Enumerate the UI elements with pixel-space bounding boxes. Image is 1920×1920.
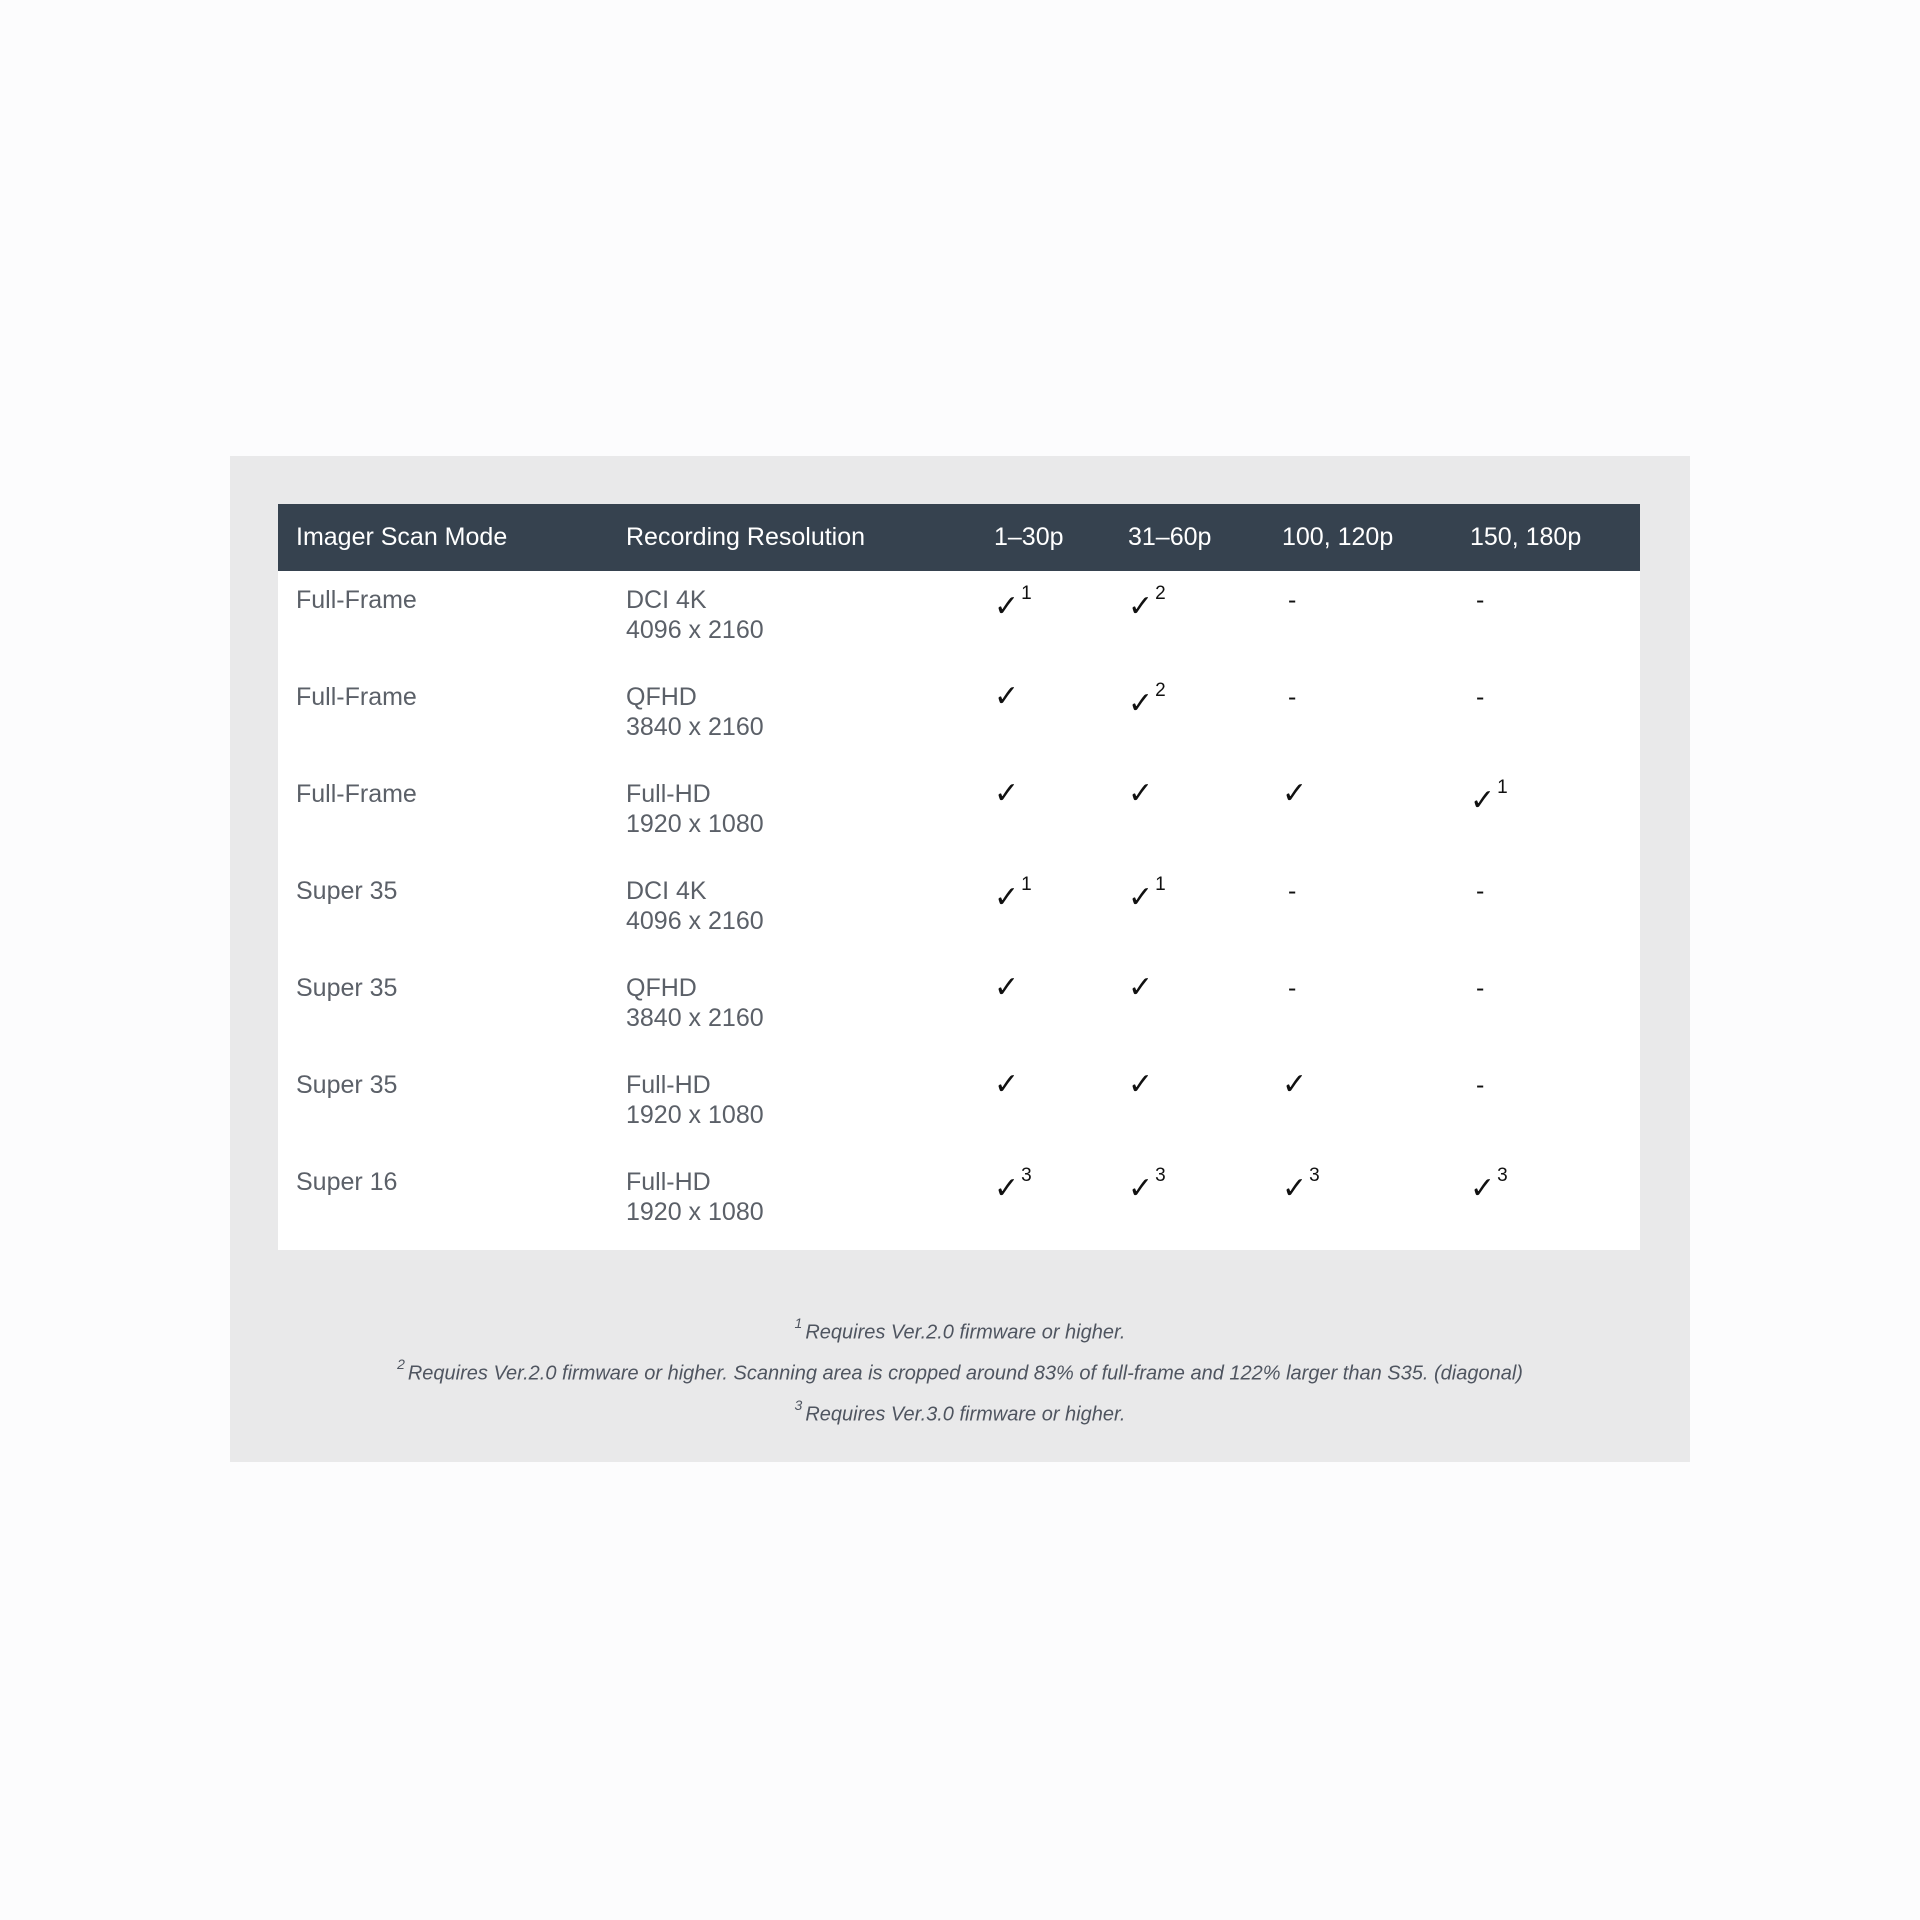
- dash-icon: [1470, 973, 1484, 1003]
- resolution-name: DCI 4K: [626, 877, 707, 905]
- resolution-dimensions: 3840 x 2160: [626, 713, 764, 741]
- mark-glyph: ✓: [1128, 970, 1154, 1005]
- resolution-cell: [608, 571, 976, 668]
- header-150-180p: 150, 180p: [1470, 523, 1582, 551]
- mark-glyph: -: [1476, 683, 1485, 711]
- frame-rate-cell: [976, 571, 1110, 668]
- check-icon: [994, 679, 1020, 714]
- frame-rate-cell: [1452, 765, 1640, 862]
- mark-glyph: ✓: [1470, 1171, 1496, 1206]
- check-icon: [1128, 776, 1154, 811]
- table-row: [278, 959, 1640, 1056]
- mark-glyph: ✓: [994, 776, 1020, 811]
- resolution-dimensions: 1920 x 1080: [626, 810, 764, 838]
- frame-rate-cell: [1264, 1056, 1452, 1153]
- mark-glyph: -: [1288, 877, 1297, 905]
- scan-mode-cell: Super 35: [296, 877, 398, 905]
- table-row: [278, 765, 1640, 862]
- spec-panel: [230, 456, 1690, 1462]
- resolution-dimensions: 1920 x 1080: [626, 1198, 764, 1226]
- check-icon: [1128, 970, 1154, 1005]
- footnote-number: 1: [794, 1315, 803, 1331]
- scan-mode-cell: Super 35: [296, 974, 398, 1002]
- dash-icon: [1282, 585, 1296, 615]
- resolution-name: DCI 4K: [626, 586, 707, 614]
- mark-glyph: ✓: [994, 589, 1020, 624]
- compatibility-table-wrapper: [278, 504, 1640, 1250]
- footnotes: [230, 1306, 1690, 1429]
- footnote: [230, 1347, 1690, 1388]
- frame-rate-cell: [976, 1153, 1110, 1250]
- mark-glyph: -: [1476, 586, 1485, 614]
- resolution-cell: [608, 668, 976, 765]
- footnote-ref: 3: [1497, 1165, 1508, 1186]
- dash-icon: [1282, 682, 1296, 712]
- footnote: [230, 1388, 1690, 1429]
- mark-glyph: -: [1288, 683, 1297, 711]
- resolution-cell: [608, 1056, 976, 1153]
- footnote-number: 2: [397, 1356, 405, 1372]
- mark-glyph: -: [1476, 1071, 1485, 1099]
- mark-glyph: ✓: [1128, 686, 1154, 721]
- check-icon: [1282, 1067, 1308, 1102]
- frame-rate-cell: [1264, 571, 1452, 668]
- frame-rate-cell: [1264, 862, 1452, 959]
- header-1-30p: 1–30p: [994, 523, 1064, 551]
- footnote-ref: 1: [1021, 874, 1032, 895]
- resolution-cell: [608, 862, 976, 959]
- check-icon: [1128, 585, 1166, 622]
- frame-rate-cell: [1110, 862, 1264, 959]
- resolution-dimensions: 4096 x 2160: [626, 616, 764, 644]
- check-icon: [1128, 1167, 1166, 1204]
- compatibility-table: [278, 504, 1640, 1250]
- frame-rate-cell: [1452, 668, 1640, 765]
- check-icon: [994, 1067, 1020, 1102]
- footnote-text: Requires Ver.2.0 firmware or higher.: [805, 1321, 1126, 1344]
- frame-rate-cell: [1264, 765, 1452, 862]
- footnote-text: Requires Ver.3.0 firmware or higher.: [805, 1403, 1126, 1426]
- frame-rate-cell: [1452, 571, 1640, 668]
- mark-glyph: ✓: [1128, 589, 1154, 624]
- mark-glyph: -: [1288, 586, 1297, 614]
- footnote-ref: 1: [1021, 583, 1032, 604]
- footnote-ref: 2: [1155, 583, 1166, 604]
- table-row: [278, 1056, 1640, 1153]
- header-100-120p: 100, 120p: [1282, 523, 1394, 551]
- check-icon: [994, 970, 1020, 1005]
- mark-glyph: ✓: [1470, 783, 1496, 818]
- table-body: [278, 571, 1640, 1250]
- scan-mode-cell: Full-Frame: [296, 780, 417, 808]
- frame-rate-cell: [1110, 668, 1264, 765]
- table-header-row: [278, 504, 1640, 571]
- scan-mode-cell: Super 35: [296, 1071, 398, 1099]
- footnote-number: 3: [794, 1397, 803, 1413]
- resolution-dimensions: 4096 x 2160: [626, 907, 764, 935]
- check-icon: [1282, 776, 1308, 811]
- frame-rate-cell: [976, 765, 1110, 862]
- scan-mode-cell: Super 16: [296, 1168, 398, 1196]
- dash-icon: [1470, 682, 1484, 712]
- frame-rate-cell: [1452, 959, 1640, 1056]
- resolution-name: Full-HD: [626, 1168, 711, 1196]
- mark-glyph: ✓: [1128, 1171, 1154, 1206]
- dash-icon: [1470, 1070, 1484, 1100]
- scan-mode-cell: Full-Frame: [296, 683, 417, 711]
- footnote-text: Requires Ver.2.0 firmware or higher. Scanning area is cropped around 83% of full-frame and 122% larger than S35. (diagonal): [407, 1362, 1523, 1385]
- resolution-dimensions: 3840 x 2160: [626, 1004, 764, 1032]
- mark-glyph: -: [1288, 974, 1297, 1002]
- check-icon: [994, 1167, 1032, 1204]
- frame-rate-cell: [1264, 668, 1452, 765]
- frame-rate-cell: [1110, 765, 1264, 862]
- footnote-ref: 3: [1309, 1165, 1320, 1186]
- mark-glyph: ✓: [1282, 1067, 1308, 1102]
- resolution-name: QFHD: [626, 974, 697, 1002]
- mark-glyph: ✓: [1128, 1067, 1154, 1102]
- resolution-dimensions: 1920 x 1080: [626, 1101, 764, 1129]
- frame-rate-cell: [1110, 1153, 1264, 1250]
- mark-glyph: ✓: [1128, 880, 1154, 915]
- dash-icon: [1282, 973, 1296, 1003]
- frame-rate-cell: [976, 959, 1110, 1056]
- resolution-cell: [608, 1153, 976, 1250]
- table-row: [278, 1153, 1640, 1250]
- check-icon: [994, 776, 1020, 811]
- frame-rate-cell: [1110, 1056, 1264, 1153]
- dash-icon: [1470, 876, 1484, 906]
- mark-glyph: ✓: [1128, 776, 1154, 811]
- check-icon: [1282, 1167, 1320, 1204]
- frame-rate-cell: [976, 668, 1110, 765]
- mark-glyph: ✓: [994, 679, 1020, 714]
- footnote-ref: 2: [1155, 680, 1166, 701]
- frame-rate-cell: [976, 1056, 1110, 1153]
- frame-rate-cell: [1264, 959, 1452, 1056]
- mark-glyph: ✓: [994, 1171, 1020, 1206]
- footnote: [230, 1306, 1690, 1347]
- header-recording-resolution: Recording Resolution: [626, 523, 866, 551]
- dash-icon: [1470, 585, 1484, 615]
- table-row: [278, 571, 1640, 668]
- frame-rate-cell: [1110, 571, 1264, 668]
- footnote-ref: 1: [1497, 777, 1508, 798]
- dash-icon: [1282, 876, 1296, 906]
- frame-rate-cell: [1264, 1153, 1452, 1250]
- mark-glyph: -: [1476, 974, 1485, 1002]
- check-icon: [994, 585, 1032, 622]
- resolution-name: QFHD: [626, 683, 697, 711]
- frame-rate-cell: [1452, 1056, 1640, 1153]
- frame-rate-cell: [1110, 959, 1264, 1056]
- table-row: [278, 668, 1640, 765]
- check-icon: [1128, 682, 1166, 719]
- resolution-cell: [608, 959, 976, 1056]
- table-row: [278, 862, 1640, 959]
- resolution-name: Full-HD: [626, 1071, 711, 1099]
- check-icon: [994, 876, 1032, 913]
- mark-glyph: ✓: [994, 1067, 1020, 1102]
- mark-glyph: ✓: [1282, 776, 1308, 811]
- footnote-ref: 3: [1021, 1165, 1032, 1186]
- mark-glyph: ✓: [994, 970, 1020, 1005]
- frame-rate-cell: [976, 862, 1110, 959]
- scan-mode-cell: Full-Frame: [296, 586, 417, 614]
- header-31-60p: 31–60p: [1128, 523, 1212, 551]
- check-icon: [1128, 1067, 1154, 1102]
- header-imager-scan-mode: Imager Scan Mode: [296, 523, 508, 551]
- frame-rate-cell: [1452, 1153, 1640, 1250]
- footnote-ref: 1: [1155, 874, 1166, 895]
- check-icon: [1470, 779, 1508, 816]
- mark-glyph: ✓: [1282, 1171, 1308, 1206]
- footnote-ref: 3: [1155, 1165, 1166, 1186]
- mark-glyph: ✓: [994, 880, 1020, 915]
- frame-rate-cell: [1452, 862, 1640, 959]
- mark-glyph: -: [1476, 877, 1485, 905]
- check-icon: [1470, 1167, 1508, 1204]
- resolution-cell: [608, 765, 976, 862]
- check-icon: [1128, 876, 1166, 913]
- resolution-name: Full-HD: [626, 780, 711, 808]
